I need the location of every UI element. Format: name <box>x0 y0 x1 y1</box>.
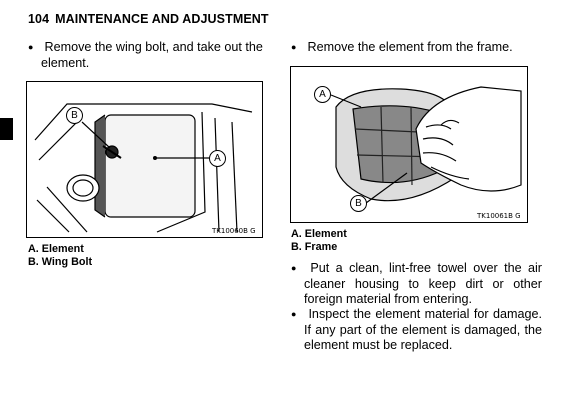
section-title: MAINTENANCE AND ADJUSTMENT <box>55 12 269 26</box>
instruction-towel: ● Put a clean, lint-free towel over the air cleaner housing to keep dirt or other foreign material from entering. <box>291 261 542 308</box>
callout-b: B <box>66 107 83 124</box>
callout-b: B <box>350 195 367 212</box>
figure-element-frame <box>290 66 528 223</box>
figure-code: TK10061B G <box>477 212 521 220</box>
legend-item: A. Element <box>28 243 84 255</box>
callout-a: A <box>314 86 331 103</box>
legend-item: B. Frame <box>291 240 338 253</box>
callout-a: A <box>209 150 226 167</box>
page-header <box>28 12 269 26</box>
legend-item: A. Element <box>291 228 347 240</box>
figure-code: TK10060B G <box>212 227 256 235</box>
page-number: 104 <box>28 12 50 26</box>
section-tab-marker <box>0 118 13 140</box>
instruction-remove-wing-bolt: ● Remove the wing bolt, and take out the element. <box>28 40 281 71</box>
figure-legend-left <box>28 243 92 268</box>
figure-legend-right <box>291 228 347 253</box>
instruction-inspect-element: ● Inspect the element material for damage. If any part of the element is damaged, the element must be replaced. <box>291 307 542 354</box>
legend-item: B. Wing Bolt <box>28 255 93 268</box>
instruction-remove-element: ● Remove the element from the frame. <box>291 40 554 56</box>
figure-wing-bolt <box>26 81 263 238</box>
